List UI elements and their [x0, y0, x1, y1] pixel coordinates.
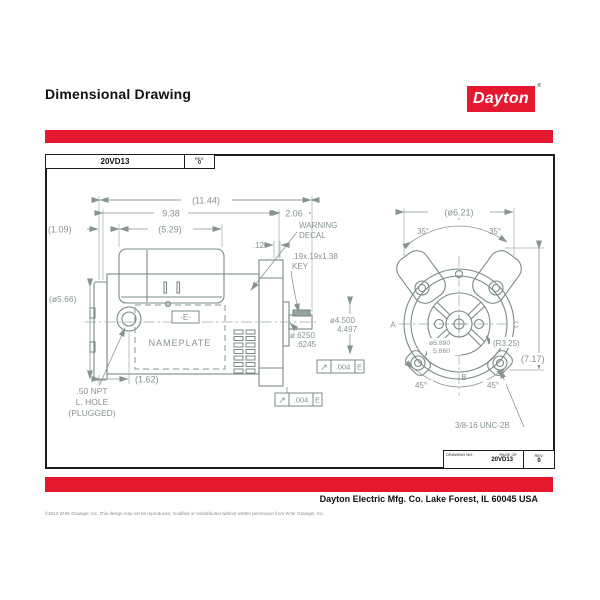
warning-decal-label-1: WARNING — [299, 221, 338, 230]
dim-shaft-dia-2: .6245 — [296, 340, 317, 349]
dim-overall-length: (11.44) — [192, 195, 220, 206]
dim-shaft-extension: 2.06 — [285, 208, 303, 219]
rev-label: REV. — [534, 452, 544, 458]
thread-callout: 3/8-16 UNC-2B — [455, 421, 510, 430]
drawing-no-label: DRAWING NO. — [446, 452, 474, 457]
dim-cover-length: (5.29) — [158, 224, 182, 235]
dim-conduit-offset: (1.62) — [135, 374, 159, 385]
top-red-bar — [45, 130, 553, 143]
conduit-hole-outer — [117, 307, 141, 331]
nameplate-label: NAMEPLATE — [148, 338, 212, 348]
title-block-rev — [523, 451, 554, 468]
title-block-bottom — [443, 450, 554, 468]
extension-lines — [99, 196, 312, 384]
terminal-cover — [119, 249, 224, 303]
c-face-flange — [259, 260, 283, 386]
bearing-hub — [283, 302, 289, 346]
registered-mark: ® — [537, 83, 541, 89]
key-dim-label-2: KEY — [292, 262, 309, 271]
runout-datum: E — [314, 395, 321, 405]
runout-symbol-icon: ↗ — [320, 362, 328, 372]
drawing-sheet — [45, 154, 555, 469]
dim-bolt-circle-2: 5.860 — [433, 348, 451, 355]
e-dim-label: -E- — [180, 313, 191, 322]
shaft-key — [293, 310, 310, 316]
dim-rabbet-dia-2: 4.497 — [337, 325, 358, 334]
dim-left-offset: (1.09) — [48, 224, 72, 235]
angle-bottom-left: 45° — [414, 381, 428, 390]
tolerance-frames — [275, 360, 364, 406]
dim-bolt-circle-1: ø5.890 — [429, 340, 451, 347]
angle-top-left: 35° — [416, 227, 430, 236]
conduit-hole-inner — [122, 312, 136, 326]
page-title: Dimensional Drawing — [45, 86, 192, 102]
company-address: Dayton Electric Mfg. Co. Lake Forest, IL 60045 USA — [319, 494, 538, 504]
runout-datum: E — [356, 362, 363, 372]
npt-label-2: L. HOLE — [75, 397, 109, 407]
rev-cell — [184, 155, 214, 168]
cover-vent — [164, 282, 167, 293]
angle-bottom-right: 45° — [486, 381, 500, 390]
runout-value: .004 — [293, 395, 309, 405]
motor-frame — [107, 274, 259, 374]
motor-dimensional-drawing — [47, 156, 553, 467]
runout-value: .004 — [335, 362, 351, 372]
dim-frame-diameter: (ø5.66) — [49, 294, 77, 304]
warning-decal-label-2: DECAL — [299, 231, 326, 240]
cover-knob — [166, 302, 171, 307]
dayton-logo — [467, 83, 541, 112]
side-view-outline — [90, 249, 312, 386]
npt-label-1: .50 NPT — [76, 386, 108, 396]
npt-label-3: (PLUGGED) — [68, 408, 116, 418]
rev-value: 0 — [198, 160, 201, 166]
dayton-logo-text: Dayton — [472, 90, 530, 107]
runout-symbol-icon: ↗ — [278, 395, 286, 405]
drawing-no-value: 20VD13 — [491, 457, 513, 463]
datum-c: C — [513, 320, 519, 330]
rev-value: 0 — [537, 458, 541, 465]
bottom-red-bar — [45, 477, 553, 492]
end-bell — [94, 282, 107, 380]
dim-shaft-dia-1: ø.6250 — [290, 331, 315, 340]
dim-flange-thickness: .12 — [253, 241, 265, 250]
datum-b: B — [461, 373, 467, 382]
dim-cover-diameter: (ø6.21) — [444, 207, 474, 218]
dim-body-length: 9.38 — [162, 208, 180, 219]
page-of-label: PAGE OF — [499, 452, 517, 457]
vent-slots — [234, 330, 255, 373]
dim-rabbet-dia-1: ø4.500 — [330, 316, 355, 325]
copyright-notice: ©2013 W.W. Grainger, Inc. This design may not be reproduced, modified or redistributed without written permission from W.W. Grainger, Inc. — [45, 511, 325, 516]
dim-radius: (R3.25) — [493, 339, 520, 348]
angle-top-right: 35° — [488, 227, 502, 236]
dim-height: (7.17) — [521, 354, 545, 364]
end-dimension-lines — [404, 206, 539, 427]
datum-a: A — [390, 320, 396, 330]
rev-label: REV. — [195, 156, 204, 161]
drawing-number: 20VD13 — [100, 157, 130, 166]
key-dim-label-1: .19x.19x1.38 — [292, 252, 338, 261]
mounting-lug-br — [485, 348, 515, 378]
title-block-left — [444, 451, 523, 468]
cover-vent — [177, 282, 180, 293]
title-block-top — [45, 154, 215, 169]
